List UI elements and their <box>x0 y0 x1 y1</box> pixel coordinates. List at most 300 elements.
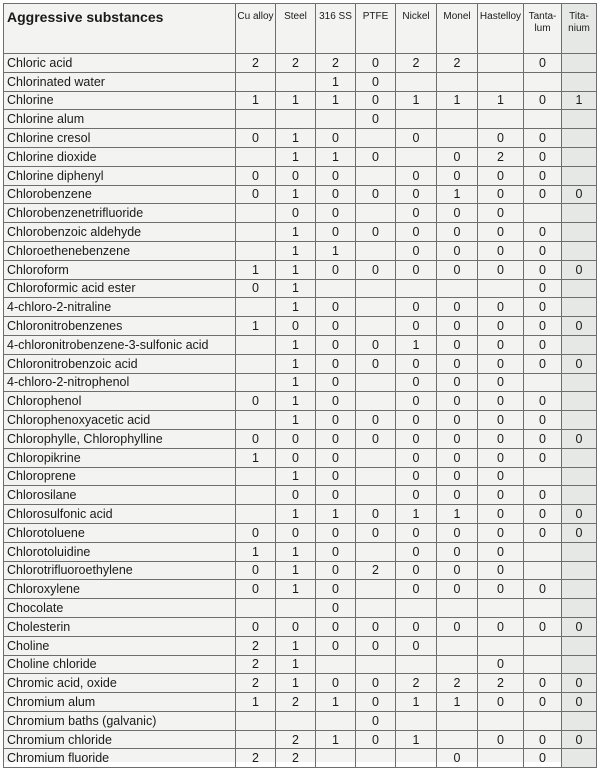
substance-name: Chlorine dioxide <box>4 147 236 166</box>
rating-cell <box>316 110 356 129</box>
rating-cell: 0 <box>316 429 356 448</box>
rating-cell: 0 <box>396 636 437 655</box>
rating-cell <box>562 147 597 166</box>
rating-cell: 0 <box>437 260 478 279</box>
rating-cell: 2 <box>276 54 316 73</box>
rating-cell: 0 <box>524 354 562 373</box>
rating-cell <box>478 54 524 73</box>
rating-cell: 0 <box>524 523 562 542</box>
rating-cell: 0 <box>356 147 396 166</box>
rating-cell: 2 <box>437 674 478 693</box>
rating-cell: 0 <box>236 580 276 599</box>
rating-cell <box>562 486 597 505</box>
substance-name: Chlorotrifluoroethylene <box>4 561 236 580</box>
rating-cell <box>356 317 396 336</box>
substance-name: Chlorobenzene <box>4 185 236 204</box>
rating-cell <box>276 599 316 618</box>
rating-cell: 0 <box>478 204 524 223</box>
table-row <box>4 110 597 129</box>
rating-cell: 0 <box>524 279 562 298</box>
rating-cell: 1 <box>276 561 316 580</box>
substance-name: Chloric acid <box>4 54 236 73</box>
rating-cell: 1 <box>276 241 316 260</box>
rating-cell <box>562 448 597 467</box>
rating-cell <box>562 373 597 392</box>
rating-cell: 0 <box>236 392 276 411</box>
substance-name: Chromic acid, oxide <box>4 674 236 693</box>
rating-cell <box>356 392 396 411</box>
rating-cell: 1 <box>437 91 478 110</box>
rating-cell: 0 <box>396 561 437 580</box>
column-header: Nickel <box>396 4 437 54</box>
rating-cell: 0 <box>524 317 562 336</box>
rating-cell <box>396 279 437 298</box>
table-row <box>4 317 597 336</box>
rating-cell: 0 <box>316 298 356 317</box>
rating-cell: 0 <box>316 223 356 242</box>
rating-cell: 0 <box>437 542 478 561</box>
rating-cell: 0 <box>478 354 524 373</box>
rating-cell: 0 <box>276 429 316 448</box>
rating-cell: 0 <box>396 129 437 148</box>
rating-cell <box>236 241 276 260</box>
rating-cell: 0 <box>524 260 562 279</box>
rating-cell: 0 <box>396 260 437 279</box>
table-row <box>4 72 597 91</box>
column-header: Tanta- lum <box>524 4 562 54</box>
rating-cell: 0 <box>276 204 316 223</box>
rating-cell: 2 <box>276 749 316 768</box>
rating-cell <box>236 110 276 129</box>
rating-cell: 0 <box>396 617 437 636</box>
column-header: Aggressive substances <box>4 4 236 54</box>
table-row <box>4 223 597 242</box>
rating-cell <box>524 373 562 392</box>
substance-name: Chlorotoluidine <box>4 542 236 561</box>
rating-cell: 0 <box>478 617 524 636</box>
rating-cell: 0 <box>478 335 524 354</box>
rating-cell: 0 <box>524 749 562 768</box>
rating-cell <box>356 599 396 618</box>
rating-cell: 0 <box>437 354 478 373</box>
table-row <box>4 486 597 505</box>
rating-cell: 1 <box>316 147 356 166</box>
rating-cell: 1 <box>236 542 276 561</box>
rating-cell <box>562 655 597 674</box>
rating-cell: 0 <box>316 185 356 204</box>
rating-cell: 0 <box>236 129 276 148</box>
rating-cell <box>562 298 597 317</box>
rating-cell: 0 <box>356 617 396 636</box>
rating-cell: 0 <box>437 486 478 505</box>
substance-name: 4-chloro-2-nitraline <box>4 298 236 317</box>
rating-cell: 0 <box>316 392 356 411</box>
rating-cell: 0 <box>236 429 276 448</box>
rating-cell: 1 <box>276 185 316 204</box>
rating-cell: 0 <box>316 335 356 354</box>
rating-cell: 0 <box>524 241 562 260</box>
substance-name: Chlorine cresol <box>4 129 236 148</box>
page <box>3 3 596 766</box>
column-header: Cu alloy <box>236 4 276 54</box>
rating-cell <box>478 711 524 730</box>
rating-cell: 0 <box>437 204 478 223</box>
substance-name: Chloroethenebenzene <box>4 241 236 260</box>
substance-name: 4-chloronitrobenzene-3-sulfonic acid <box>4 335 236 354</box>
rating-cell <box>276 110 316 129</box>
rating-cell: 0 <box>276 448 316 467</box>
table-row <box>4 204 597 223</box>
column-header: Steel <box>276 4 316 54</box>
substance-name: Chloroprene <box>4 467 236 486</box>
table-row <box>4 580 597 599</box>
rating-cell: 0 <box>276 166 316 185</box>
rating-cell: 0 <box>562 429 597 448</box>
rating-cell: 0 <box>437 429 478 448</box>
rating-cell: 1 <box>437 693 478 712</box>
rating-cell <box>524 711 562 730</box>
rating-cell: 1 <box>276 354 316 373</box>
rating-cell <box>396 72 437 91</box>
rating-cell <box>562 561 597 580</box>
substance-name: Chlorine diphenyl <box>4 166 236 185</box>
rating-cell: 0 <box>478 542 524 561</box>
rating-cell <box>356 448 396 467</box>
rating-cell <box>524 110 562 129</box>
rating-cell <box>356 655 396 674</box>
rating-cell: 0 <box>562 730 597 749</box>
rating-cell: 0 <box>524 580 562 599</box>
rating-cell <box>524 636 562 655</box>
rating-cell: 1 <box>437 505 478 524</box>
substance-name: Chloropikrine <box>4 448 236 467</box>
table-row <box>4 636 597 655</box>
rating-cell: 0 <box>276 523 316 542</box>
rating-cell: 0 <box>437 317 478 336</box>
substance-name: Chromium chloride <box>4 730 236 749</box>
rating-cell: 1 <box>236 448 276 467</box>
table-row <box>4 561 597 580</box>
rating-cell <box>524 655 562 674</box>
rating-cell: 0 <box>562 185 597 204</box>
rating-cell: 0 <box>524 505 562 524</box>
rating-cell: 0 <box>316 580 356 599</box>
rating-cell: 0 <box>356 693 396 712</box>
rating-cell: 1 <box>396 730 437 749</box>
substance-name: Chlorine alum <box>4 110 236 129</box>
rating-cell <box>524 204 562 223</box>
rating-cell <box>316 279 356 298</box>
rating-cell: 0 <box>562 693 597 712</box>
rating-cell: 1 <box>437 185 478 204</box>
table-row <box>4 617 597 636</box>
table-row <box>4 674 597 693</box>
rating-cell: 1 <box>236 260 276 279</box>
column-header: 316 SS <box>316 4 356 54</box>
rating-cell: 0 <box>524 411 562 430</box>
rating-cell <box>236 298 276 317</box>
rating-cell: 1 <box>276 373 316 392</box>
rating-cell <box>236 505 276 524</box>
rating-cell: 0 <box>478 730 524 749</box>
rating-cell: 1 <box>236 317 276 336</box>
rating-cell: 0 <box>236 185 276 204</box>
rating-cell: 0 <box>356 636 396 655</box>
rating-cell: 0 <box>524 147 562 166</box>
rating-cell <box>396 711 437 730</box>
rating-cell: 1 <box>276 260 316 279</box>
rating-cell: 1 <box>316 505 356 524</box>
table-row <box>4 91 597 110</box>
table-row <box>4 147 597 166</box>
rating-cell <box>356 467 396 486</box>
rating-cell: 1 <box>396 505 437 524</box>
column-header: Monel <box>437 4 478 54</box>
substance-name: Chlorosulfonic acid <box>4 505 236 524</box>
rating-cell: 0 <box>478 166 524 185</box>
rating-cell: 0 <box>396 185 437 204</box>
table-row <box>4 730 597 749</box>
rating-cell: 0 <box>437 298 478 317</box>
rating-cell: 0 <box>478 580 524 599</box>
rating-cell: 0 <box>276 617 316 636</box>
rating-cell: 2 <box>276 730 316 749</box>
rating-cell <box>356 279 396 298</box>
rating-cell: 1 <box>276 279 316 298</box>
rating-cell: 0 <box>316 467 356 486</box>
rating-cell: 1 <box>236 91 276 110</box>
rating-cell <box>396 147 437 166</box>
rating-cell: 1 <box>276 411 316 430</box>
rating-cell: 0 <box>524 335 562 354</box>
column-header: PTFE <box>356 4 396 54</box>
rating-cell <box>316 711 356 730</box>
table-row <box>4 411 597 430</box>
rating-cell: 1 <box>396 91 437 110</box>
rating-cell: 1 <box>316 91 356 110</box>
rating-cell <box>356 542 396 561</box>
substance-name: Chloronitrobenzenes <box>4 317 236 336</box>
rating-cell <box>356 298 396 317</box>
rating-cell: 0 <box>356 91 396 110</box>
rating-cell <box>562 204 597 223</box>
rating-cell: 0 <box>396 354 437 373</box>
rating-cell <box>236 730 276 749</box>
rating-cell: 0 <box>478 223 524 242</box>
rating-cell: 0 <box>524 674 562 693</box>
rating-cell: 0 <box>396 580 437 599</box>
substance-name: Chloroform <box>4 260 236 279</box>
rating-cell <box>236 335 276 354</box>
rating-cell: 2 <box>276 693 316 712</box>
table-row <box>4 166 597 185</box>
rating-cell <box>236 147 276 166</box>
rating-cell: 1 <box>276 542 316 561</box>
table-row <box>4 655 597 674</box>
substance-name: Chloroxylene <box>4 580 236 599</box>
table-row <box>4 354 597 373</box>
rating-cell: 1 <box>276 580 316 599</box>
rating-cell <box>236 373 276 392</box>
rating-cell: 0 <box>562 505 597 524</box>
rating-cell <box>562 580 597 599</box>
resistance-table <box>3 3 597 768</box>
rating-cell <box>316 655 356 674</box>
rating-cell <box>396 599 437 618</box>
substance-name: Chlorophenoxyacetic acid <box>4 411 236 430</box>
table-row <box>4 373 597 392</box>
table-row <box>4 448 597 467</box>
rating-cell: 0 <box>356 185 396 204</box>
rating-cell: 0 <box>478 392 524 411</box>
rating-cell <box>478 636 524 655</box>
rating-cell: 0 <box>356 110 396 129</box>
substance-name: Choline chloride <box>4 655 236 674</box>
rating-cell: 1 <box>316 72 356 91</box>
substance-name: Chlorophenol <box>4 392 236 411</box>
rating-cell <box>356 204 396 223</box>
column-header: Tita- nium <box>562 4 597 54</box>
rating-cell: 0 <box>356 72 396 91</box>
rating-cell <box>356 486 396 505</box>
rating-cell <box>396 110 437 129</box>
rating-cell: 0 <box>316 486 356 505</box>
rating-cell: 1 <box>276 392 316 411</box>
rating-cell: 0 <box>524 730 562 749</box>
rating-cell: 0 <box>478 523 524 542</box>
rating-cell: 0 <box>316 617 356 636</box>
rating-cell: 1 <box>276 655 316 674</box>
rating-cell: 0 <box>396 373 437 392</box>
rating-cell: 0 <box>316 166 356 185</box>
rating-cell <box>562 467 597 486</box>
rating-cell: 1 <box>396 693 437 712</box>
substance-name: Chlorinated water <box>4 72 236 91</box>
substance-name: Chlorosilane <box>4 486 236 505</box>
rating-cell: 0 <box>562 260 597 279</box>
rating-cell <box>396 655 437 674</box>
substance-name: Chlorophylle, Chlorophylline <box>4 429 236 448</box>
rating-cell: 2 <box>236 655 276 674</box>
rating-cell: 0 <box>478 411 524 430</box>
rating-cell: 0 <box>396 298 437 317</box>
substance-name: Chromium baths (galvanic) <box>4 711 236 730</box>
rating-cell: 0 <box>236 561 276 580</box>
rating-cell: 0 <box>437 561 478 580</box>
rating-cell: 0 <box>396 204 437 223</box>
rating-cell: 0 <box>316 561 356 580</box>
rating-cell: 0 <box>396 317 437 336</box>
rating-cell <box>236 204 276 223</box>
rating-cell <box>437 72 478 91</box>
rating-cell: 0 <box>356 54 396 73</box>
rating-cell: 0 <box>437 523 478 542</box>
rating-cell: 0 <box>524 693 562 712</box>
table-row <box>4 505 597 524</box>
table-row <box>4 523 597 542</box>
table-row <box>4 279 597 298</box>
rating-cell: 0 <box>437 749 478 768</box>
rating-cell: 1 <box>276 636 316 655</box>
rating-cell <box>562 599 597 618</box>
rating-cell: 0 <box>316 129 356 148</box>
rating-cell: 0 <box>316 448 356 467</box>
rating-cell: 0 <box>396 392 437 411</box>
rating-cell <box>437 129 478 148</box>
table-row <box>4 335 597 354</box>
rating-cell: 0 <box>356 523 396 542</box>
rating-cell: 0 <box>524 166 562 185</box>
rating-cell: 0 <box>437 147 478 166</box>
rating-cell <box>562 711 597 730</box>
rating-cell <box>478 72 524 91</box>
rating-cell: 0 <box>437 392 478 411</box>
rating-cell: 0 <box>356 730 396 749</box>
rating-cell: 0 <box>437 448 478 467</box>
rating-cell <box>562 110 597 129</box>
rating-cell: 0 <box>478 467 524 486</box>
rating-cell <box>562 279 597 298</box>
rating-cell <box>236 467 276 486</box>
rating-cell <box>524 542 562 561</box>
rating-cell: 2 <box>236 674 276 693</box>
rating-cell: 0 <box>478 693 524 712</box>
rating-cell <box>276 711 316 730</box>
rating-cell <box>437 730 478 749</box>
table-row <box>4 599 597 618</box>
rating-cell: 0 <box>236 617 276 636</box>
rating-cell: 2 <box>478 674 524 693</box>
rating-cell <box>276 72 316 91</box>
rating-cell <box>437 599 478 618</box>
rating-cell: 0 <box>396 523 437 542</box>
table-row <box>4 392 597 411</box>
rating-cell <box>236 599 276 618</box>
rating-cell <box>236 354 276 373</box>
rating-cell <box>236 486 276 505</box>
rating-cell: 0 <box>524 617 562 636</box>
rating-cell: 1 <box>276 147 316 166</box>
rating-cell: 1 <box>276 335 316 354</box>
rating-cell <box>236 223 276 242</box>
rating-cell: 0 <box>356 505 396 524</box>
rating-cell: 1 <box>276 505 316 524</box>
rating-cell: 0 <box>316 674 356 693</box>
rating-cell <box>562 241 597 260</box>
rating-cell <box>478 599 524 618</box>
substance-name: Chlorobenzenetrifluoride <box>4 204 236 223</box>
rating-cell: 0 <box>478 448 524 467</box>
rating-cell: 0 <box>478 317 524 336</box>
rating-cell: 0 <box>478 486 524 505</box>
rating-cell <box>356 166 396 185</box>
table-body <box>4 54 597 768</box>
column-header: Hastelloy <box>478 4 524 54</box>
rating-cell <box>562 335 597 354</box>
rating-cell: 1 <box>276 223 316 242</box>
rating-cell: 0 <box>437 335 478 354</box>
rating-cell: 0 <box>236 166 276 185</box>
table-header-row <box>4 4 597 54</box>
rating-cell: 0 <box>356 335 396 354</box>
substance-name: Chloronitrobenzoic acid <box>4 354 236 373</box>
rating-cell: 0 <box>478 260 524 279</box>
rating-cell: 1 <box>276 467 316 486</box>
rating-cell: 0 <box>524 392 562 411</box>
rating-cell <box>562 636 597 655</box>
rating-cell: 0 <box>396 241 437 260</box>
table-row <box>4 429 597 448</box>
